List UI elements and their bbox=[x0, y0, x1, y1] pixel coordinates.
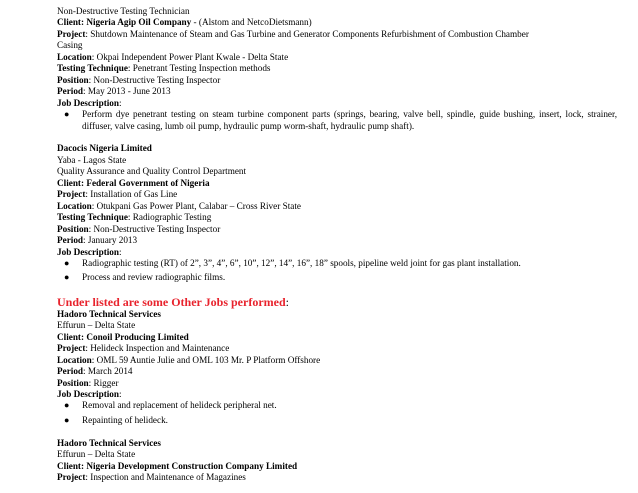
section2-job-line bbox=[57, 247, 617, 258]
section1-project-cont: Casing bbox=[57, 40, 83, 51]
client-note: - (Alstom and NetcoDietsmann) bbox=[191, 17, 312, 28]
section3-project-line bbox=[57, 343, 617, 354]
bullet-icon: ● bbox=[64, 400, 70, 411]
period-value: : May 2013 - June 2013 bbox=[83, 86, 171, 97]
bullet-icon: ● bbox=[64, 257, 70, 268]
section3-job-line bbox=[57, 389, 617, 400]
spacer bbox=[57, 284, 617, 291]
section3-city: Effurun – Delta State bbox=[57, 320, 136, 331]
position-label: Position bbox=[57, 223, 89, 234]
job-label: Job Description bbox=[57, 246, 120, 257]
bullet-icon: ● bbox=[64, 109, 70, 120]
technique-label: Testing Technique bbox=[57, 63, 128, 74]
location-label: Location bbox=[57, 51, 92, 62]
project-label: Project bbox=[57, 28, 86, 39]
position-value: : Non-Destructive Testing Inspector bbox=[88, 223, 221, 234]
section1-job-line bbox=[57, 98, 617, 109]
list-item bbox=[57, 272, 617, 283]
section4-city: Effurun – Delta State bbox=[57, 449, 136, 460]
section1-period-line bbox=[57, 86, 617, 97]
document-page bbox=[57, 6, 617, 484]
section2-city: Yaba - Lagos State bbox=[57, 154, 127, 165]
job-colon: : bbox=[119, 389, 122, 400]
client-label: Client: bbox=[57, 177, 85, 188]
period-label: Period bbox=[57, 86, 84, 97]
job-label: Job Description bbox=[57, 389, 120, 400]
section2-period-line bbox=[57, 235, 617, 246]
client-value: Federal Government of Nigeria bbox=[86, 177, 210, 188]
section2-technique-line bbox=[57, 212, 617, 223]
client-value: Conoil Producing Limited bbox=[86, 331, 189, 342]
bullet-icon: ● bbox=[64, 272, 70, 283]
company-name: Hadoro Technical Services bbox=[57, 437, 161, 448]
period-value: : January 2013 bbox=[83, 235, 138, 246]
job-colon: : bbox=[119, 246, 122, 257]
section3-bullet-list bbox=[57, 400, 617, 426]
list-item bbox=[57, 415, 617, 426]
period-label: Period bbox=[57, 366, 84, 377]
section1-location-line bbox=[57, 52, 617, 63]
section3-period-line bbox=[57, 366, 617, 377]
section1-project-line bbox=[57, 29, 617, 40]
job-colon: : bbox=[119, 97, 122, 108]
client-value: Nigeria Agip Oil Company bbox=[86, 17, 192, 28]
section2-client-line bbox=[57, 178, 617, 189]
client-label: Client: bbox=[57, 460, 85, 471]
section1-position-line bbox=[57, 75, 617, 86]
section2-department: Quality Assurance and Quality Control Department bbox=[57, 166, 247, 177]
section3-location-line bbox=[57, 355, 617, 366]
client-label: Client: bbox=[57, 17, 85, 28]
list-item-text: Perform dye penetrant testing on steam turbine component parts (springs, bearing, valve bell, spindle, guide bushing, insert, lock, strainer, diffuser, valve casing, lumb oil pump, hydraulic pump worm-shaft, hydraulic pump shaft). bbox=[82, 109, 617, 131]
period-label: Period bbox=[57, 235, 84, 246]
project-label: Project bbox=[57, 472, 86, 483]
section1-bullet-list bbox=[57, 109, 617, 132]
spacer bbox=[57, 426, 617, 437]
position-label: Position bbox=[57, 74, 89, 85]
position-value: : Rigger bbox=[88, 377, 119, 388]
section2-company bbox=[57, 143, 617, 154]
location-value: : Otukpani Gas Power Plant, Calabar – Cross River State bbox=[91, 200, 301, 211]
section1-technique-line bbox=[57, 63, 617, 74]
project-value: : Helideck Inspection and Maintenance bbox=[85, 343, 230, 354]
company-name: Dacocis Nigeria Limited bbox=[57, 143, 152, 154]
section2-location-line bbox=[57, 201, 617, 212]
list-item-text: Process and review radiographic films. bbox=[82, 272, 226, 283]
list-item-text: Removal and replacement of helideck peripheral net. bbox=[82, 400, 277, 411]
section3-client-line bbox=[57, 332, 617, 343]
section4-client-line bbox=[57, 461, 617, 472]
list-item bbox=[57, 258, 617, 269]
section4-company bbox=[57, 438, 617, 449]
company-name: Hadoro Technical Services bbox=[57, 308, 161, 319]
technique-value: : Radiographic Testing bbox=[127, 212, 212, 223]
section4-project-line bbox=[57, 472, 617, 483]
section3-position-line bbox=[57, 378, 617, 389]
list-item-text: Repainting of helideck. bbox=[82, 414, 168, 425]
project-label: Project bbox=[57, 189, 86, 200]
other-jobs-heading-colon: : bbox=[285, 294, 289, 309]
project-label: Project bbox=[57, 343, 86, 354]
location-value: : OML 59 Auntie Julie and OML 103 Mr. P Platform Offshore bbox=[91, 354, 321, 365]
section1-title: Non-Destructive Testing Technician bbox=[57, 6, 190, 16]
technique-label: Testing Technique bbox=[57, 212, 128, 223]
location-label: Location bbox=[57, 354, 92, 365]
project-value: : Shutdown Maintenance of Steam and Gas Turbine and Generator Components Refurbishment of Combustion Chamber bbox=[85, 28, 529, 39]
job-label: Job Description bbox=[57, 97, 120, 108]
bullet-icon: ● bbox=[64, 414, 70, 425]
client-label: Client: bbox=[57, 331, 85, 342]
other-jobs-heading bbox=[57, 295, 617, 309]
project-value: : Installation of Gas Line bbox=[85, 189, 178, 200]
position-label: Position bbox=[57, 377, 89, 388]
location-value: : Okpai Independent Power Plant Kwale - Delta State bbox=[91, 51, 289, 62]
other-jobs-heading-text: Under listed are some Other Jobs performed bbox=[57, 294, 286, 309]
client-value: Nigeria Development Construction Company Limited bbox=[86, 460, 298, 471]
section2-bullet-list bbox=[57, 258, 617, 284]
section2-project-line bbox=[57, 189, 617, 200]
list-item bbox=[57, 400, 617, 411]
section1-client-line bbox=[57, 17, 617, 28]
location-label: Location bbox=[57, 200, 92, 211]
list-item bbox=[57, 109, 617, 132]
spacer bbox=[57, 132, 617, 143]
technique-value: : Penetrant Testing Inspection methods bbox=[127, 63, 271, 74]
period-value: : March 2014 bbox=[83, 366, 133, 377]
section2-position-line bbox=[57, 224, 617, 235]
position-value: : Non-Destructive Testing Inspector bbox=[88, 74, 221, 85]
list-item-text: Radiographic testing (RT) of 2”, 3”, 4”, 6”, 10”, 12”, 14”, 16”, 18” spools, pipeline weld joint for gas plant installation. bbox=[82, 257, 521, 268]
section3-company bbox=[57, 309, 617, 320]
project-value: : Inspection and Maintenance of Magazines bbox=[85, 472, 246, 483]
